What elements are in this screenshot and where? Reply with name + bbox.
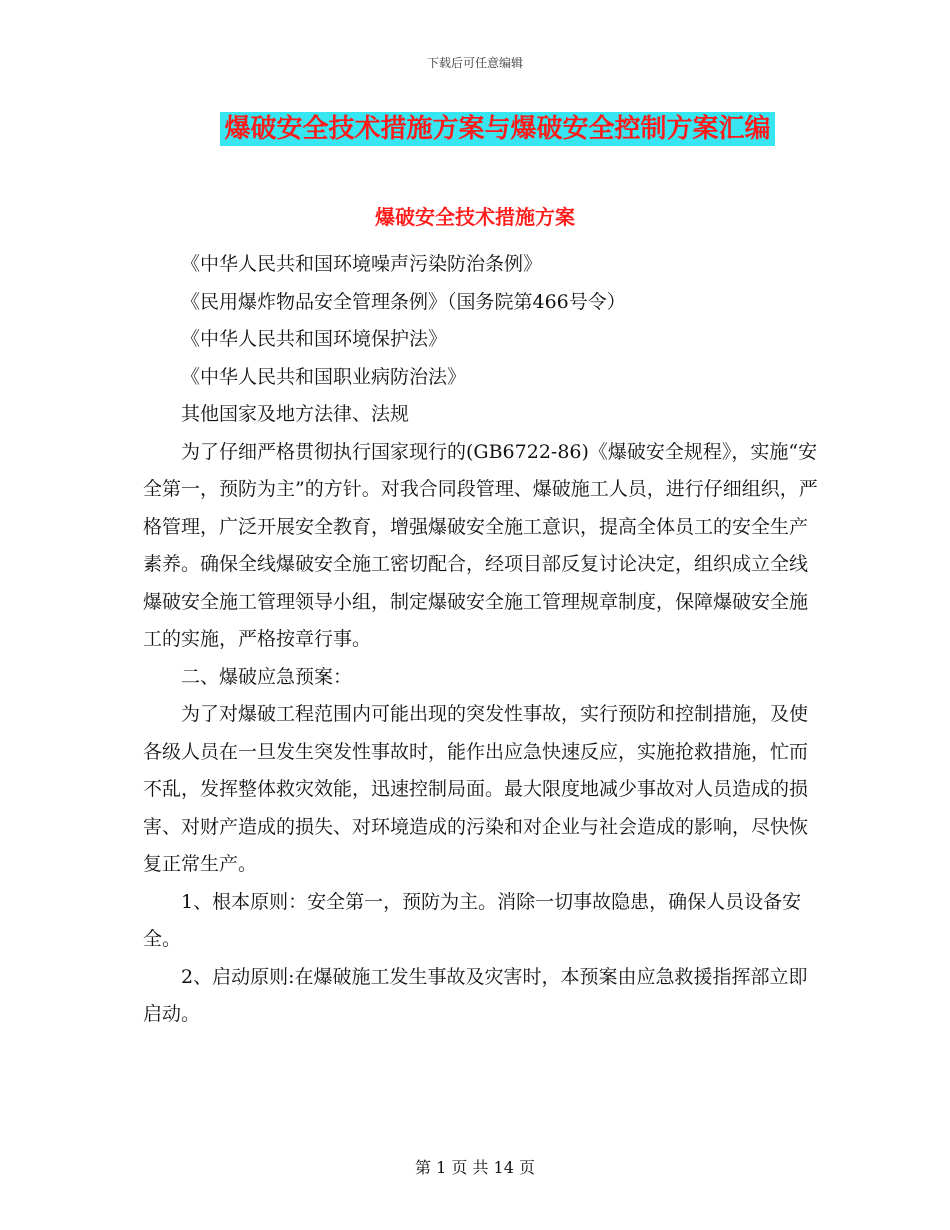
reference-item-2: 《民用爆炸物品安全管理条例》（国务院第466号令） bbox=[181, 290, 626, 313]
paragraph-emergency-purpose: 为了对爆破工程范围内可能出现的突发性事故，实行预防和控制措施，及使各级人员在一旦发生突发性事故时，能作出应急快速反应，实施抢救措施，忙而不乱，发挥整体救灾效能，迅速控制局面。最大限度地减少事故对人员造成的损害、对财产造成的损失、对环境造成的污染和对企业与社会造成的影响，尽快恢复正常生产。 bbox=[143, 703, 809, 875]
paragraph-activation-principle: 2、启动原则:在爆破施工发生事故及灾害时，本预案由应急救援指挥部立即启动。 bbox=[143, 965, 808, 1025]
reference-item-3: 《中华人民共和国环境保护法》 bbox=[181, 328, 448, 350]
document-body bbox=[143, 246, 823, 1034]
section-title: 爆破安全技术措施方案 bbox=[375, 205, 575, 229]
section-heading-emergency-plan: 二、爆破应急预案： bbox=[181, 665, 353, 688]
page-footer: 第 1 页 共 14 页 bbox=[415, 1158, 535, 1177]
header-note: 下载后可任意编辑 bbox=[426, 56, 523, 70]
reference-item-5: 其他国家及地方法律、法规 bbox=[181, 403, 410, 425]
main-title: 爆破安全技术措施方案与爆破安全控制方案汇编 bbox=[220, 112, 774, 146]
paragraph-basic-principle: 1、根本原则：安全第一，预防为主。消除一切事故隐患，确保人员设备安全。 bbox=[143, 890, 802, 950]
reference-item-4: 《中华人民共和国职业病防治法》 bbox=[181, 365, 467, 388]
reference-item-1: 《中华人民共和国环境噪声污染防治条例》 bbox=[181, 253, 543, 275]
paragraph-intro: 为了仔细严格贯彻执行国家现行的(GB6722-86)《爆破安全规程》，实施“安全第一，预防为主”的方针。对我合同段管理、爆破施工人员，进行仔细组织，严格管理，广泛开展安全教育，增强爆破安全施工意识，提高全体员工的安全生产素养。确保全线爆破安全施工密切配合，经项目部反复讨论决定，组织成立全线爆破安全施工管理领导小组，制定爆破安全施工管理规章制度，保障爆破安全施工的实施，严格按章行事。 bbox=[143, 440, 818, 650]
main-title-container bbox=[0, 112, 950, 146]
